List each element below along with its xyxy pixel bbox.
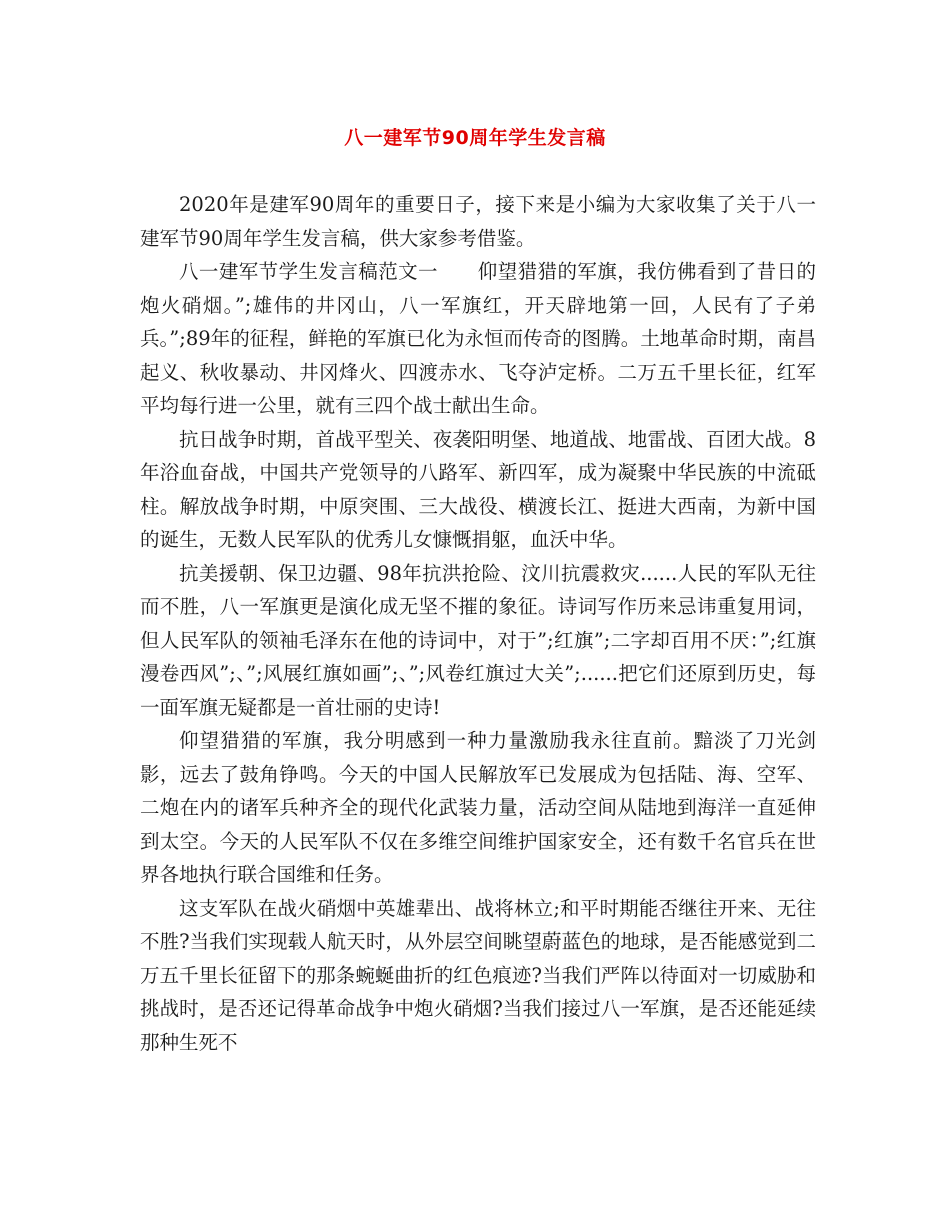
paragraph-5: 这支军队在战火硝烟中英雄辈出、战将林立;和平时期能否继往开来、无往不胜?当我们实现载人航天时，从外层空间眺望蔚蓝色的地球，是否能感觉到二万五千里长征留下的那条蜿蜒曲折的红色痕迹?当我们严阵以待面对一切威胁和挑战时，是否还记得革命战争中炮火硝烟?当我们接过八一军旗，是否还能延续那种生死不 xyxy=(140,896,816,1054)
document-body xyxy=(140,188,816,1059)
paragraph-2: 抗日战争时期，首战平型关、夜袭阳明堡、地道战、地雷战、百团大战。8年浴血奋战，中国共产党领导的八路军、新四军，成为凝聚中华民族的中流砥柱。解放战争时期，中原突围、三大战役、横渡长江、挺进大西南，为新中国的诞生，无数人民军队的优秀儿女慷慨捐躯，血沃中华。 xyxy=(140,427,816,551)
paragraph-4: 仰望猎猎的军旗，我分明感到一种力量激励我永往直前。黯淡了刀光剑影，远去了鼓角铮鸣。今天的中国人民解放军已发展成为包括陆、海、空军、二炮在内的诸军兵种齐全的现代化武装力量，活动空间从陆地到海洋一直延伸到太空。今天的人民军队不仅在多维空间维护国家安全，还有数千名官兵在世界各地执行联合国维和任务。 xyxy=(140,729,816,886)
paragraph-3: 抗美援朝、保卫边疆、98年抗洪抢险、汶川抗震救灾......人民的军队无往而不胜，八一军旗更是演化成无坚不摧的象征。诗词写作历来忌讳重复用词，但人民军队的领袖毛泽东在他的诗词中，对于”;红旗”;二字却百用不厌：”;红旗漫卷西风”;、”;风展红旗如画”;、”;风卷红旗过大关”;......把它们还原到历史，每一面军旗无疑都是一首壮丽的史诗! xyxy=(140,561,816,719)
paragraph-intro: 2020年是建军90周年的重要日子，接下来是小编为大家收集了关于八一建军节90周年学生发言稿，供大家参考借鉴。 xyxy=(140,193,816,250)
document-title: 八一建军节90周年学生发言稿 xyxy=(344,127,606,149)
paragraph-1: 八一建军节学生发言稿范文一 仰望猎猎的军旗，我仿佛看到了昔日的炮火硝烟。”;雄伟的井冈山，八一军旗红，开天辟地第一回，人民有了子弟兵。”;89年的征程，鲜艳的军旗已化为永恒而传奇的图腾。土地革命时期，南昌起义、秋收暴动、井冈烽火、四渡赤水、飞夺泸定桥。二万五千里长征，红军平均每行进一公里，就有三四个战士献出生命。 xyxy=(140,260,816,417)
